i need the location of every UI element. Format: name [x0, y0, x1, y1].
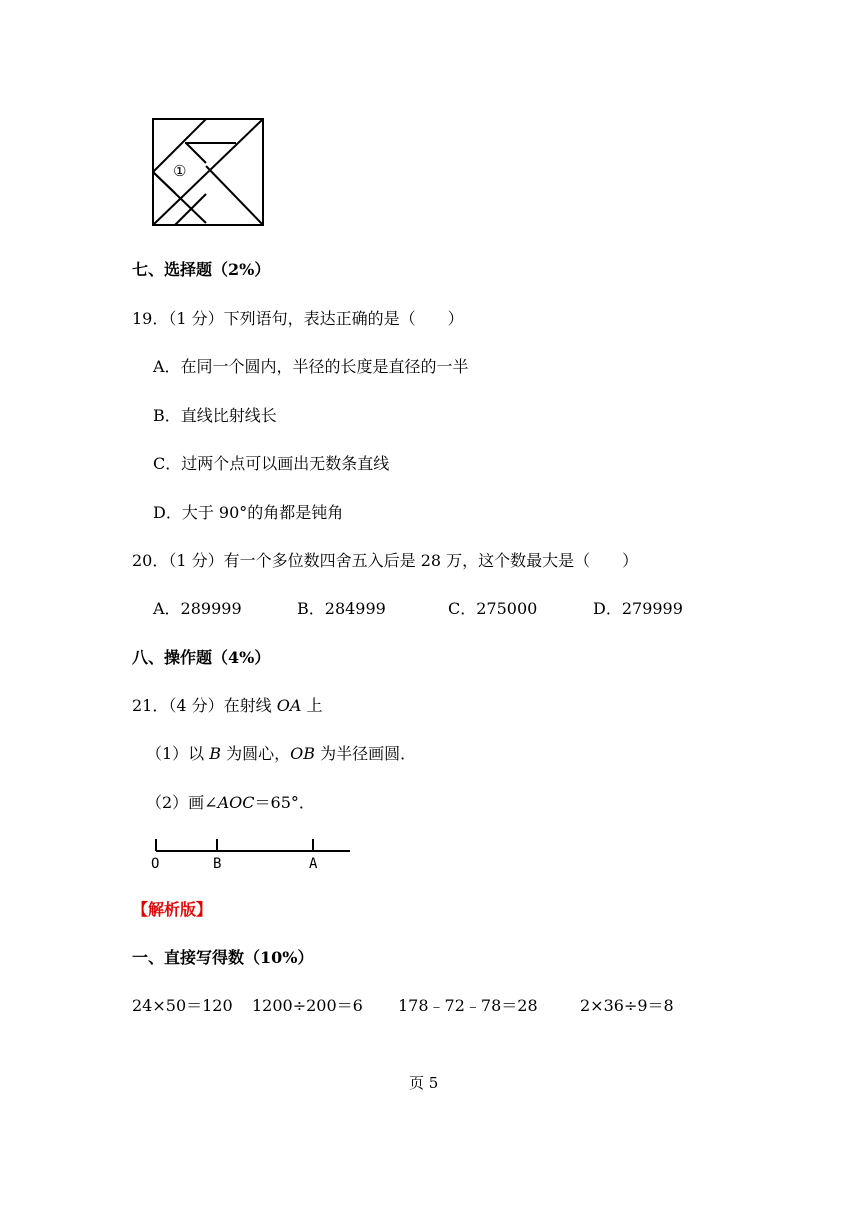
- q21-p1-a: （1）以: [146, 744, 210, 763]
- q19-option-c: C．过两个点可以画出无数条直线: [153, 454, 390, 473]
- q21-p2-a: （2）画∠: [146, 793, 218, 812]
- q19-option-b: B．直线比射线长: [153, 406, 277, 425]
- tangram-figure: [150, 116, 268, 228]
- section-8-heading: 八、操作题（4%）: [132, 648, 271, 667]
- ray-label-o: O: [151, 856, 160, 872]
- section-1-heading: 一、直接写得数（10%）: [132, 948, 314, 967]
- q20-option-d: D．279999: [593, 599, 683, 618]
- answer-4: 2×36÷9＝8: [580, 996, 674, 1015]
- ray-label-b: B: [213, 856, 222, 872]
- answer-2: 1200÷200＝6: [252, 996, 363, 1015]
- q21-p1-c: 为圆心，: [221, 744, 291, 763]
- q21-part-1: [146, 744, 416, 764]
- tangram-line: [206, 166, 263, 225]
- tangram-piece-label: ①: [173, 162, 187, 180]
- q21-p1-b: B: [209, 744, 222, 763]
- tangram-line: [186, 143, 206, 163]
- answer-3: 178﹣72﹣78＝28: [398, 996, 538, 1015]
- q19-option-d: D．大于 90°的角都是钝角: [153, 503, 344, 522]
- q19-option-a: A．在同一个圆内，半径的长度是直径的一半: [153, 357, 469, 376]
- section-7-heading: 七、选择题（2%）: [132, 260, 271, 279]
- q21-p1-e: 为半径画圆．: [315, 744, 417, 763]
- q20-option-c: C．275000: [448, 599, 538, 618]
- page-number: 页 5: [409, 1074, 439, 1092]
- q21-stem-suffix: 上: [301, 696, 323, 715]
- q19-stem: 19．（1 分）下列语句，表达正确的是（ ）: [132, 309, 464, 328]
- q20-stem: 20．（1 分）有一个多位数四舍五入后是 28 万，这个数最大是（ ）: [132, 551, 639, 570]
- q21-p2-b: AOC: [217, 793, 255, 812]
- q20-option-b: B．284999: [297, 599, 386, 618]
- q20-option-a: A．289999: [153, 599, 242, 618]
- ray-label-a: A: [309, 856, 318, 872]
- ray-figure: [150, 834, 355, 874]
- q21-p2-c: ＝65°．: [254, 793, 315, 812]
- q21-stem-prefix: 21．（4 分）在射线: [132, 696, 277, 715]
- q21-stem-var: OA: [276, 696, 302, 715]
- q21-part-2: [146, 793, 315, 813]
- analysis-heading: 【解析版】: [132, 900, 213, 919]
- answer-1: 24×50＝120: [132, 996, 233, 1015]
- q21-stem: [132, 696, 322, 716]
- q21-p1-d: OB: [290, 744, 316, 763]
